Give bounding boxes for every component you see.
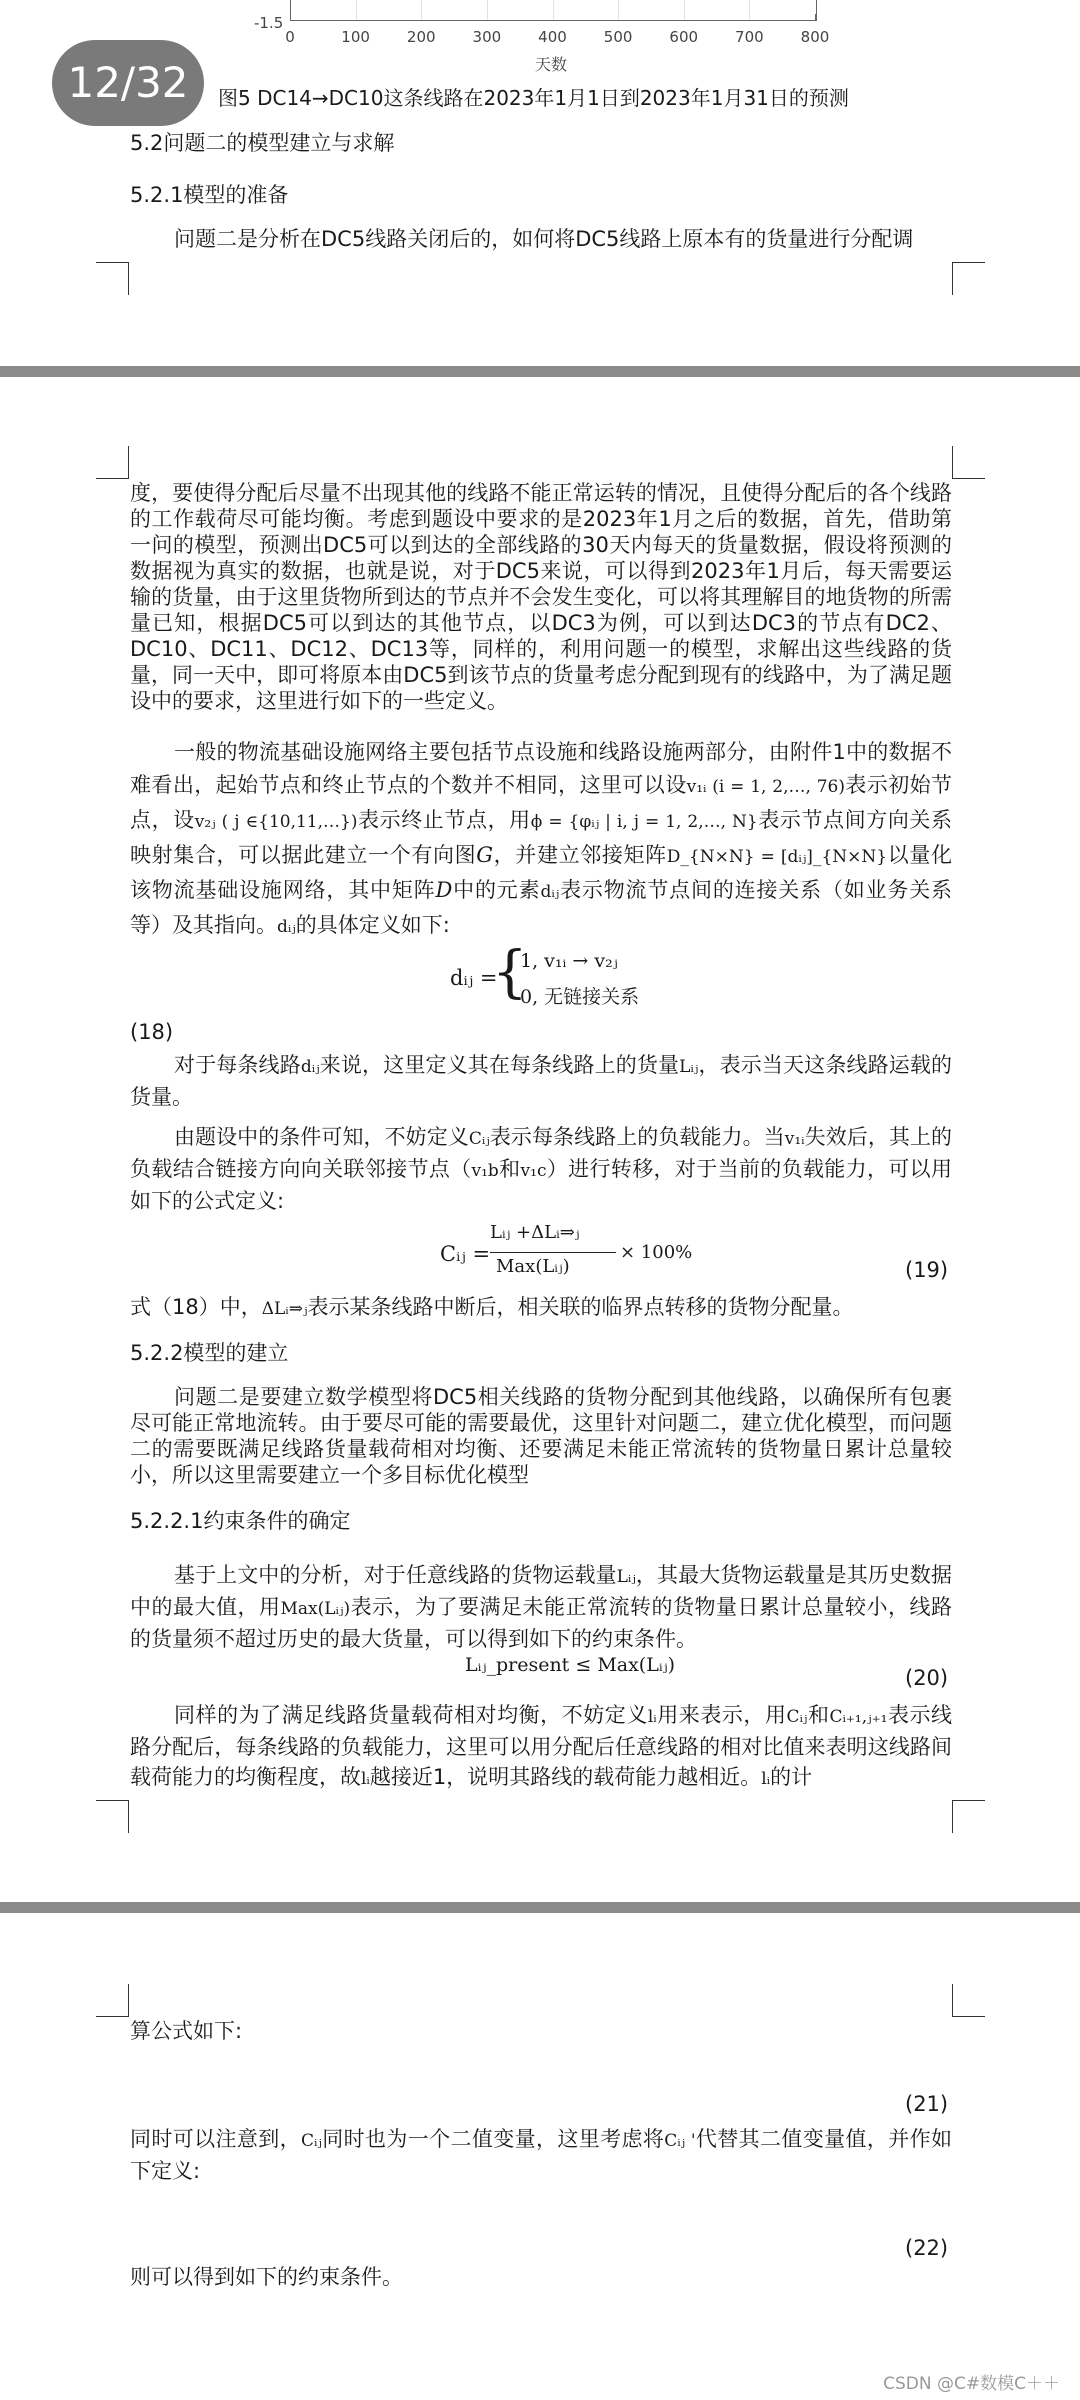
x-tick-label: 0 xyxy=(285,28,295,46)
gridline xyxy=(356,0,357,20)
x-tick-label: 800 xyxy=(800,28,830,46)
text: 失效后，其上的负载结合链接方向向关联邻接节点（ xyxy=(130,1125,953,1181)
paragraph: 问题二是要建立数学模型将DC5相关线路的货物分配到其他线路，以确保所有包裹尽可能正常地流转。由于要尽可能的需要最优，这里针对问题二，建立优化模型，而问题二的需要既满足线路货量载荷相对均衡、还要满足未能正常流转的货物量日累计总量较小，所以这里需要建立一个多目标优化模型 xyxy=(130,1385,952,1487)
crop-mark xyxy=(952,1984,985,2017)
math-inline: v₂ⱼ ( j ∈{10,11,…}) xyxy=(194,812,358,832)
gridline xyxy=(749,0,750,20)
text: 和 xyxy=(498,1157,521,1181)
math-inline: v₁ᵢ xyxy=(784,1129,805,1149)
math-inline: Cᵢ₊₁,ⱼ₊₁ xyxy=(829,1707,888,1727)
crop-mark xyxy=(952,446,985,479)
paragraph: 则可以得到如下的约束条件。 xyxy=(130,2265,403,2289)
text: ，表示当天这条线路运载的货量。 xyxy=(130,1053,953,1109)
math-inline: D xyxy=(435,878,453,902)
paragraph: 度，要使得分配后尽量不出现其他的线路不能正常运转的情况，且使得分配后的各个线路的工作载荷尽可能均衡。考虑到题设中要求的是2023年1月之后的数据，首先，借助第一问的模型，预测出DC5可以到达的全部线路的30天内每天的货量数据，假设将预测的数据视为真实的数据，也就是说，对于DC5来说，可以得到2023年1月后，每天需要运输的货量，由于这里货物所到达的节点并不会发生变化，可以将其理解目的地货物的所需量已知，根据DC5可以到达的其他节点，以DC3为例，可以到达DC3的节点有DC2、DC10、DC11、DC12、DC13等，同样的，利用问题一的模型，求解出这些线路的货量，同一天中，即可将原本由DC5到该节点的货量考虑分配到现有的线路中，为了满足题设中的要求，这里进行如下的一些定义。 xyxy=(130,481,952,713)
equation-18 xyxy=(450,940,700,1016)
math-inline: D_{N×N} = [dᵢⱼ]_{N×N} xyxy=(666,847,888,867)
plot-frame-bottom xyxy=(290,0,817,21)
eq-tail: × 100% xyxy=(620,1242,693,1263)
watermark: CSDN @C#数模C＋＋ xyxy=(883,2374,1060,2394)
brace: { xyxy=(492,940,528,1005)
text: 表示物流节点间的连接关系（如业务关系等）及其指向。 xyxy=(130,878,953,937)
text: 基于上文中的分析，对于任意线路的货物运载量 xyxy=(174,1563,617,1587)
x-tick-label: 700 xyxy=(735,28,764,46)
crop-mark xyxy=(952,1800,985,1833)
x-tick-label: 500 xyxy=(603,28,633,46)
text: 来说，这里定义其在每条线路上的货量 xyxy=(319,1053,680,1077)
text: 的具体定义如下: xyxy=(295,913,450,937)
page-indicator: 12/32 xyxy=(52,40,204,126)
math-inline: v₁ᵢ (i = 1, 2,…, 76) xyxy=(686,777,845,797)
text: 用来表示，用 xyxy=(656,1703,787,1727)
math-inline: dᵢⱼ xyxy=(540,882,560,902)
equation-19 xyxy=(440,1222,740,1288)
math-inline: lᵢ xyxy=(761,1769,771,1789)
paragraph xyxy=(130,736,952,944)
equation-number: (21) xyxy=(905,2092,949,2116)
paragraph: 问题二是分析在DC5线路关闭后的，如何将DC5线路上原本有的货量进行分配调 xyxy=(174,227,914,251)
heading-5-2-2-1: 5.2.2.1约束条件的确定 xyxy=(130,1509,351,1533)
gridline xyxy=(487,0,488,20)
crop-mark xyxy=(96,446,129,479)
eq-denominator: Max(Lᵢⱼ) xyxy=(496,1256,570,1277)
x-tick-label: 300 xyxy=(472,28,502,46)
math-inline: lᵢ xyxy=(647,1707,657,1727)
text: 对于每条线路 xyxy=(174,1053,301,1077)
paragraph xyxy=(130,2124,952,2186)
equation-number: (20) xyxy=(905,1666,949,1690)
text: 表示初始节点，设 xyxy=(130,773,953,832)
text: 代替其二值变量值，并作如下定义: xyxy=(130,2127,953,2183)
text: 同时可以注意到， xyxy=(130,2127,301,2151)
gridline xyxy=(684,0,685,20)
math-inline: Max(Lᵢⱼ) xyxy=(280,1599,351,1619)
equation-number: (22) xyxy=(905,2236,949,2260)
eq-lhs: dᵢⱼ = xyxy=(450,966,498,990)
text: 以量化该物流基础设施网络，其中矩阵 xyxy=(130,843,952,902)
math-inline: Cᵢⱼ xyxy=(468,1129,490,1149)
x-axis-label: 天数 xyxy=(535,55,568,74)
heading-5-2-1: 5.2.1模型的准备 xyxy=(130,183,289,207)
x-tick xyxy=(815,14,816,20)
text: 式（18）中， xyxy=(130,1295,262,1319)
text: 一般的物流基础设施网络主要包括节点设施和线路设施两部分，由附件1中的数据不难看出，起始节点和终止节点的个数并不相同，这里可以设 xyxy=(130,740,952,797)
text: 中的元素 xyxy=(452,878,541,902)
text: 表示某条线路中断后，相关联的临界点转移的货物分配量。 xyxy=(307,1295,854,1319)
page-separator xyxy=(0,1902,1080,1913)
crop-mark xyxy=(96,1984,129,2017)
x-tick xyxy=(290,14,291,20)
math-inline: ΔLᵢ⇒ⱼ xyxy=(261,1299,308,1319)
x-tick-label: 400 xyxy=(538,28,567,46)
eq-numerator: Lᵢⱼ +ΔLᵢ⇒ⱼ xyxy=(490,1222,580,1243)
eq-case-2: 0, 无链接关系 xyxy=(520,986,640,1008)
gridline xyxy=(553,0,554,20)
page-separator xyxy=(0,366,1080,377)
x-tick-label: 600 xyxy=(669,28,699,46)
math-inline: dᵢⱼ xyxy=(300,1057,320,1077)
paragraph xyxy=(130,1560,952,1654)
fraction-bar xyxy=(490,1252,616,1253)
text: ，并建立邻接矩阵 xyxy=(493,843,667,867)
paragraph: 算公式如下: xyxy=(130,2019,243,2043)
text: 由题设中的条件可知，不妨定义 xyxy=(174,1125,469,1149)
math-inline: v₁b xyxy=(471,1161,499,1181)
math-inline: Cᵢⱼ ' xyxy=(664,2131,696,2151)
math-inline: ϕ = {φᵢⱼ | i, j = 1, 2,…, N} xyxy=(530,812,758,832)
eq-lhs: Cᵢⱼ = xyxy=(440,1242,491,1266)
text: 表示节点间方向关系映射集合，可以据此建立一个有向图 xyxy=(130,808,953,867)
text: 同样的为了满足线路货量载荷相对均衡，不妨定义 xyxy=(174,1703,648,1727)
text: 的计 xyxy=(770,1765,813,1789)
text: 和 xyxy=(807,1703,830,1727)
math-inline: lᵢ xyxy=(361,1769,370,1789)
math-inline: Cᵢⱼ xyxy=(786,1707,808,1727)
text: 表示终止节点，用 xyxy=(357,808,531,832)
math-inline: G xyxy=(476,843,494,867)
crop-mark xyxy=(952,262,985,295)
gridline xyxy=(618,0,619,20)
eq-case-1: 1, v₁ᵢ → v₂ⱼ xyxy=(520,950,618,972)
math-inline: Lᵢⱼ xyxy=(679,1057,699,1077)
equation-number: (18) xyxy=(130,1020,174,1044)
figure-caption: 图5 DC14→DC10这条线路在2023年1月1日到2023年1月31日的预测 xyxy=(218,86,849,110)
heading-5-2-2: 5.2.2模型的建立 xyxy=(130,1341,289,1365)
heading-5-2: 5.2问题二的模型建立与求解 xyxy=(130,131,395,155)
math-inline: Cᵢⱼ xyxy=(300,2131,322,2151)
equation-20: Lᵢⱼ_present ≤ Max(Lᵢⱼ) xyxy=(465,1654,676,1676)
text: 表示线路分配后，每条线路的负载能力，这里可以用分配后任意线路的相对比值来表明这线路间载荷能力的均衡程度，故 xyxy=(130,1703,953,1789)
paragraph xyxy=(130,1050,952,1112)
math-inline: v₁c xyxy=(520,1161,547,1181)
text: 越接近1，说明其路线的载荷能力越相近。 xyxy=(369,1765,762,1789)
x-tick-label: 200 xyxy=(406,28,436,46)
text: 同时也为一个二值变量，这里考虑将 xyxy=(321,2127,665,2151)
equation-number: (19) xyxy=(905,1258,949,1282)
text: 表示，为了要满足未能正常流转的货物量日累计总量较小，线路的货量须不超过历史的最大货量，可以得到如下的约束条件。 xyxy=(130,1595,953,1651)
y-tick-label: -1.5 xyxy=(254,14,284,32)
paragraph xyxy=(130,1700,952,1794)
text: 表示每条线路上的负载能力。当 xyxy=(489,1125,785,1149)
text: ）进行转移，对于当前的负载能力，可以用如下的公式定义: xyxy=(130,1157,953,1213)
chart-axis-fragment xyxy=(240,0,840,80)
paragraph xyxy=(130,1122,952,1216)
math-inline: Lᵢⱼ xyxy=(616,1567,636,1587)
math-inline: dᵢⱼ xyxy=(277,917,296,937)
x-tick-label: 100 xyxy=(341,28,370,46)
crop-mark xyxy=(96,262,129,295)
paragraph xyxy=(130,1294,952,1322)
crop-mark xyxy=(96,1800,129,1833)
gridline xyxy=(421,0,422,20)
text: ，其最大货物运载量是其历史数据中的最大值，用 xyxy=(130,1563,953,1619)
